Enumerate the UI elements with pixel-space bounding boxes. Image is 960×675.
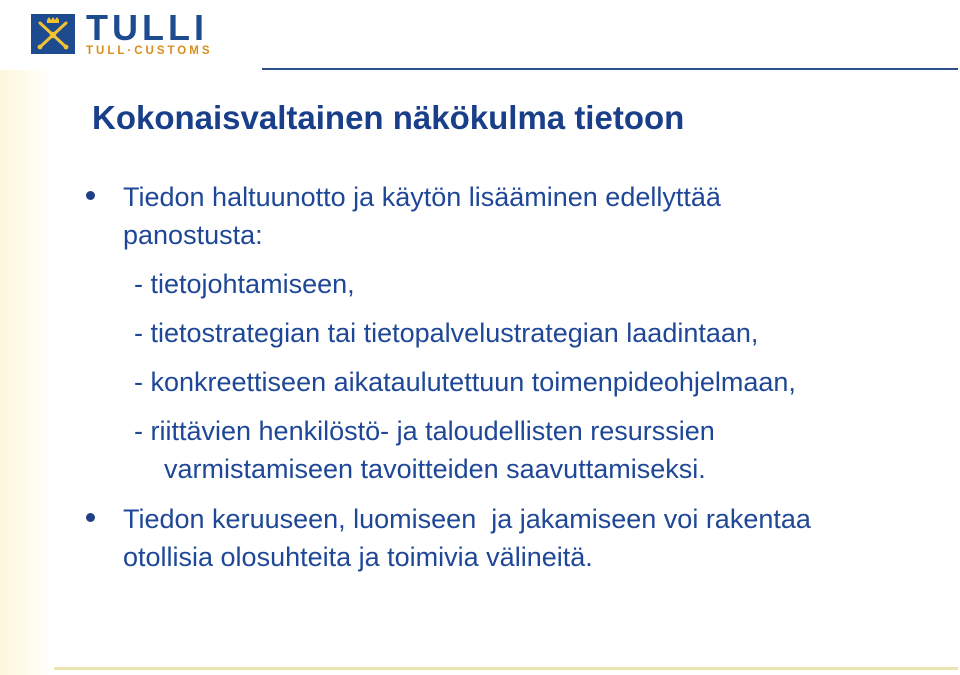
slide-title: Kokonaisvaltainen näkökulma tietoon (92, 99, 685, 136)
sub-item-continuation: varmistamiseen tavoitteiden saavuttamiseksi. (164, 454, 706, 484)
logo-wordmark: TULLI (86, 7, 208, 48)
sub-item: - riittävien henkilöstö- ja taloudellisten resurssien (134, 416, 715, 446)
sub-item: - tietostrategian tai tietopalvelustrategian laadintaan, (134, 318, 759, 348)
bullet-line: otollisia olosuhteita ja toimivia välineitä. (123, 542, 593, 572)
bullet-item (84, 178, 960, 254)
bullet-dot-icon (86, 513, 95, 522)
bullet-line: panostusta: (123, 220, 263, 250)
footer-divider (54, 667, 958, 670)
logo-tagline: TULL·CUSTOMS (86, 45, 213, 57)
slide-content (84, 178, 960, 576)
left-decorative-band (0, 70, 54, 675)
sub-item: - konkreettiseen aikataulutettuun toimenpideohjelmaan, (134, 367, 796, 397)
bullet-line: Tiedon haltuunotto ja käytön lisääminen edellyttää (123, 182, 721, 212)
customs-emblem-icon (31, 14, 75, 54)
bullet-line: Tiedon keruuseen, luomiseen ja jakamiseen voi rakentaa (123, 504, 811, 534)
bullet-item (84, 500, 960, 576)
sub-item: - tietojohtamiseen, (134, 269, 355, 299)
bullet-dot-icon (86, 191, 95, 200)
header-divider (262, 68, 958, 70)
